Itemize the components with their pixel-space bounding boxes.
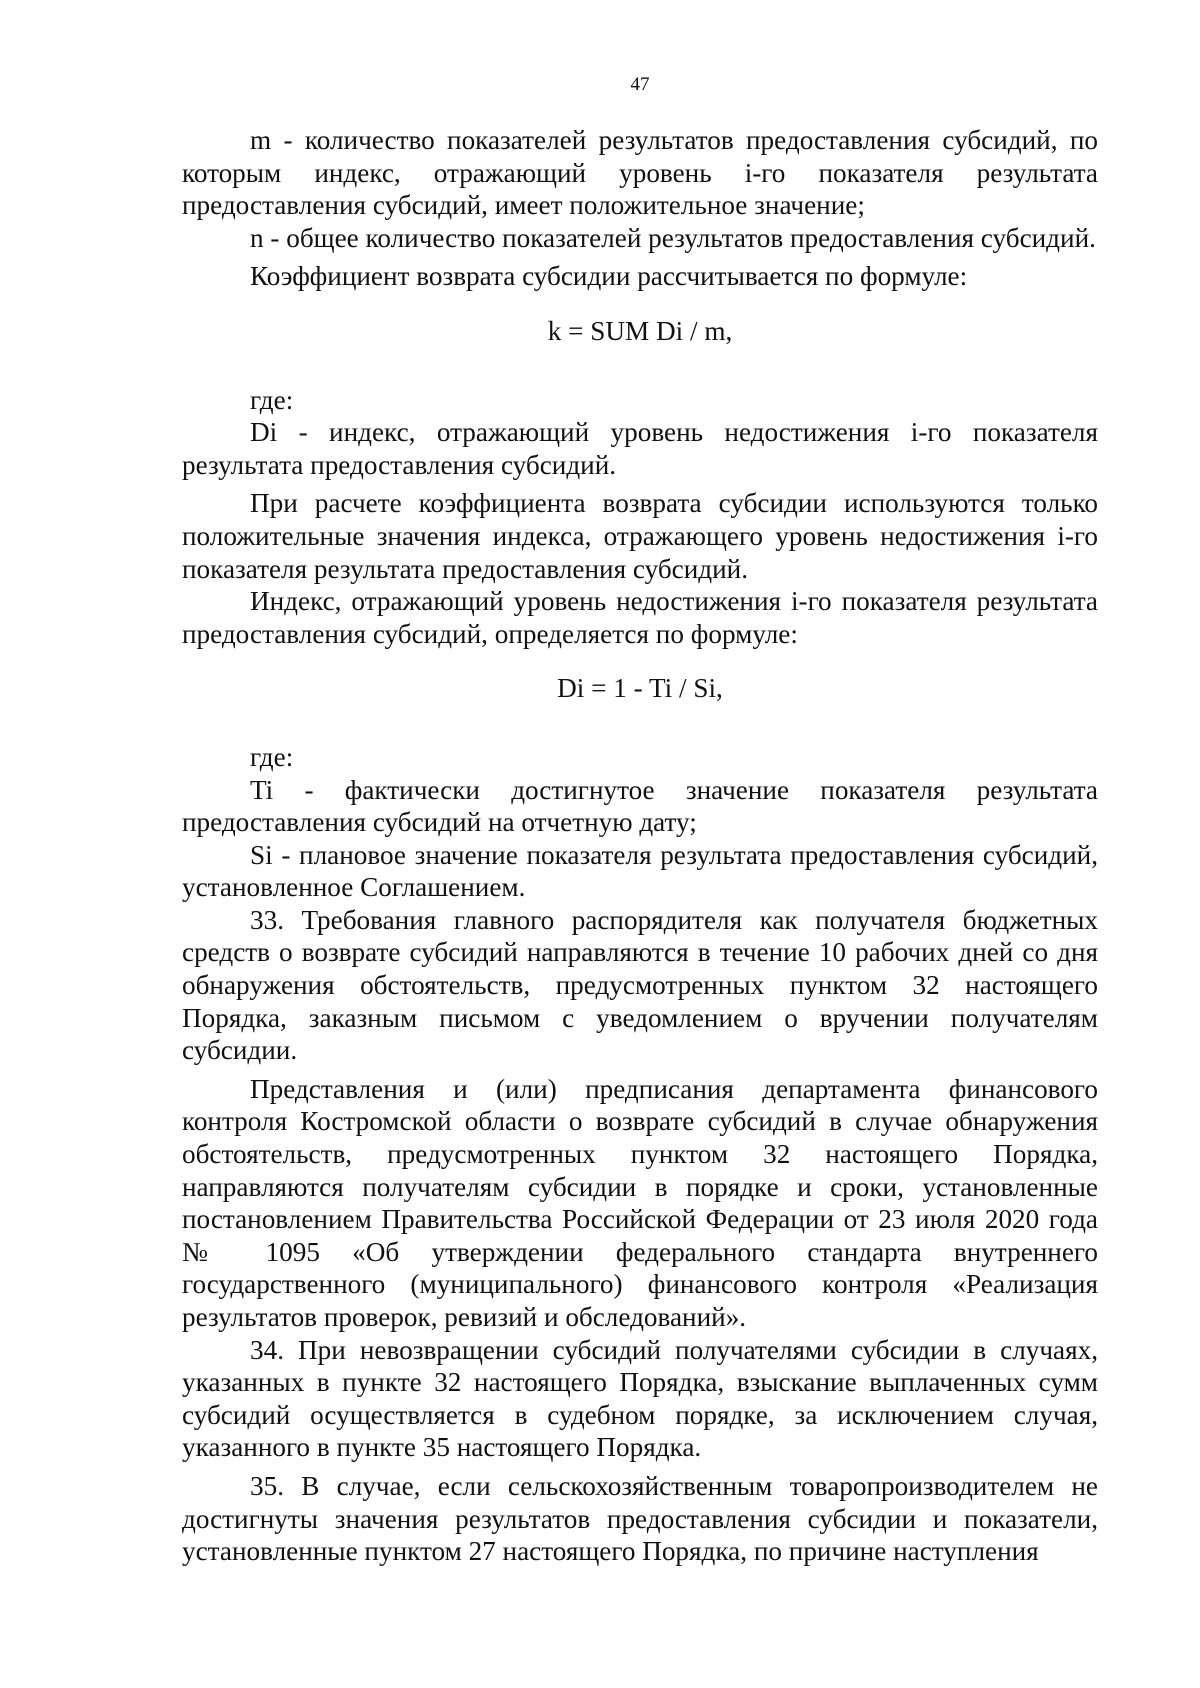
paragraph-si-definition: Si - плановое значение показателя результата предоставления субсидий, установленное Соглашением.: [182, 839, 1098, 903]
paragraph-index-intro: Индекс, отражающий уровень недостижения i-го показателя результата предоставления субсидий, определяется по формуле:: [182, 586, 1098, 649]
paragraph-coefficient-intro: Коэффициент возврата субсидии рассчитывается по формуле:: [250, 261, 968, 292]
paragraph-item-33: 33. Требования главного распорядителя как получателя бюджетных средств о возврате субсидий направляются в течение 10 рабочих дней со дня обнаружения обстоятельств, предусмотренных пунктом 32 настоящего Порядка, заказным письмом с уведомлением о вручении получателям субсидии.: [182, 904, 1098, 1066]
paragraph-m-definition: m - количество показателей результатов предоставления субсидий, по которым индекс, отражающий уровень i-го показателя результата предоставления субсидий, имеет положительное значение;: [182, 125, 1098, 221]
document-body: [182, 124, 1098, 1568]
paragraph-item-34: 34. При невозвращении субсидий получателями субсидии в случаях, указанных в пункте 32 настоящего Порядка, взыскание выплаченных сумм субсидий осуществляется в судебном порядке, за исключением случая, указанного в пункте 35 настоящего Порядка.: [182, 1334, 1098, 1463]
paragraph-item-35: 35. В случае, если сельскохозяйственным товаропроизводителем не достигнуты значения результатов предоставления субсидии и показатели, установленные пунктом 27 настоящего Порядка, по причине наступления: [182, 1470, 1098, 1567]
where-label-2: где:: [250, 741, 294, 772]
paragraph-n-definition: n - общее количество показателей результатов предоставления субсидий.: [250, 222, 1096, 253]
where-label-1: где:: [250, 384, 294, 415]
paragraph-positive-values: При расчете коэффициента возврата субсидии используются только положительные значения индекса, отражающего уровень недостижения i-го показателя результата предоставления субсидий.: [182, 488, 1098, 584]
paragraph-ti-definition: Ti - фактически достигнутое значение показателя результата предоставления субсидий на отчетную дату;: [182, 774, 1098, 838]
paragraph-control-department: Представления и (или) предписания департамента финансового контроля Костромской области о возврате субсидий в случае обнаружения обстоятельств, предусмотренных пунктом 32 настоящего Порядка, направляются получателям субсидии в порядке и сроки, установленные постановлением Правительства Российской Федерации от 23 июля 2020 года № 1095 «Об утверждении федерального стандарта внутреннего государственного (муниципального) финансового контроля «Реализация результатов проверок, ревизий и обследований».: [182, 1073, 1098, 1332]
paragraph-di-definition: Di - индекс, отражающий уровень недостижения i-го показателя результата предоставления субсидий.: [182, 417, 1098, 480]
page-number: 47: [630, 74, 650, 95]
formula-k: k = SUM Di / m,: [547, 315, 733, 346]
formula-di: Di = 1 - Ti / Si,: [557, 673, 723, 704]
